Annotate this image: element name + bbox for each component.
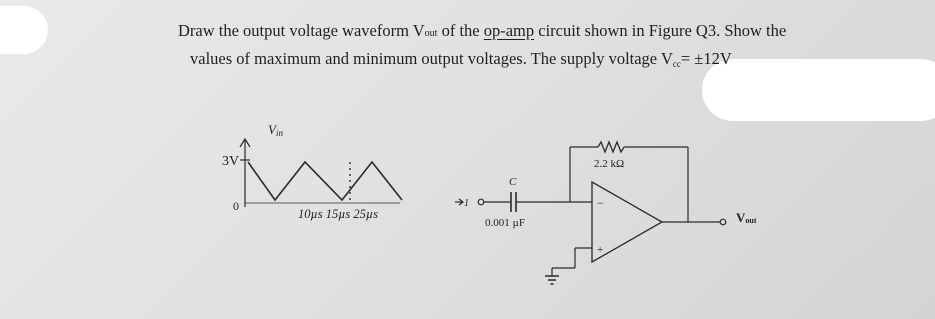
question-part: values of maximum and minimum output voltages. The supply voltage V [190,49,673,68]
label-capacitor-name: C [509,176,517,188]
triangle-waveform [248,162,402,200]
question-part: circuit shown in Figure Q3. Show the [534,21,787,40]
question-part: Draw the output voltage waveform V [178,21,425,40]
resistor-zigzag [598,142,624,152]
output-node [720,219,726,225]
vout-subscript: out [424,28,438,39]
label-origin: 0 [233,199,239,213]
label-vout: Vout [736,210,757,225]
label-resistor: 2.2 kΩ [594,158,625,170]
label-plus: + [597,244,604,256]
supply-voltage: = ±12V [680,49,732,68]
input-node [478,199,484,205]
vcc-subscript: cc [672,59,681,69]
label-times: 10µs 15µs 25µs [298,207,378,221]
label-input-marker: 1 [464,198,469,209]
label-3v: 3V [222,154,240,169]
question-part: of the [437,21,484,40]
label-vin: Vin [268,122,283,138]
label-capacitor-value: 0.001 µF [485,217,525,229]
op-amp-underlined: op-amp [483,21,535,40]
label-minus: − [597,196,604,210]
